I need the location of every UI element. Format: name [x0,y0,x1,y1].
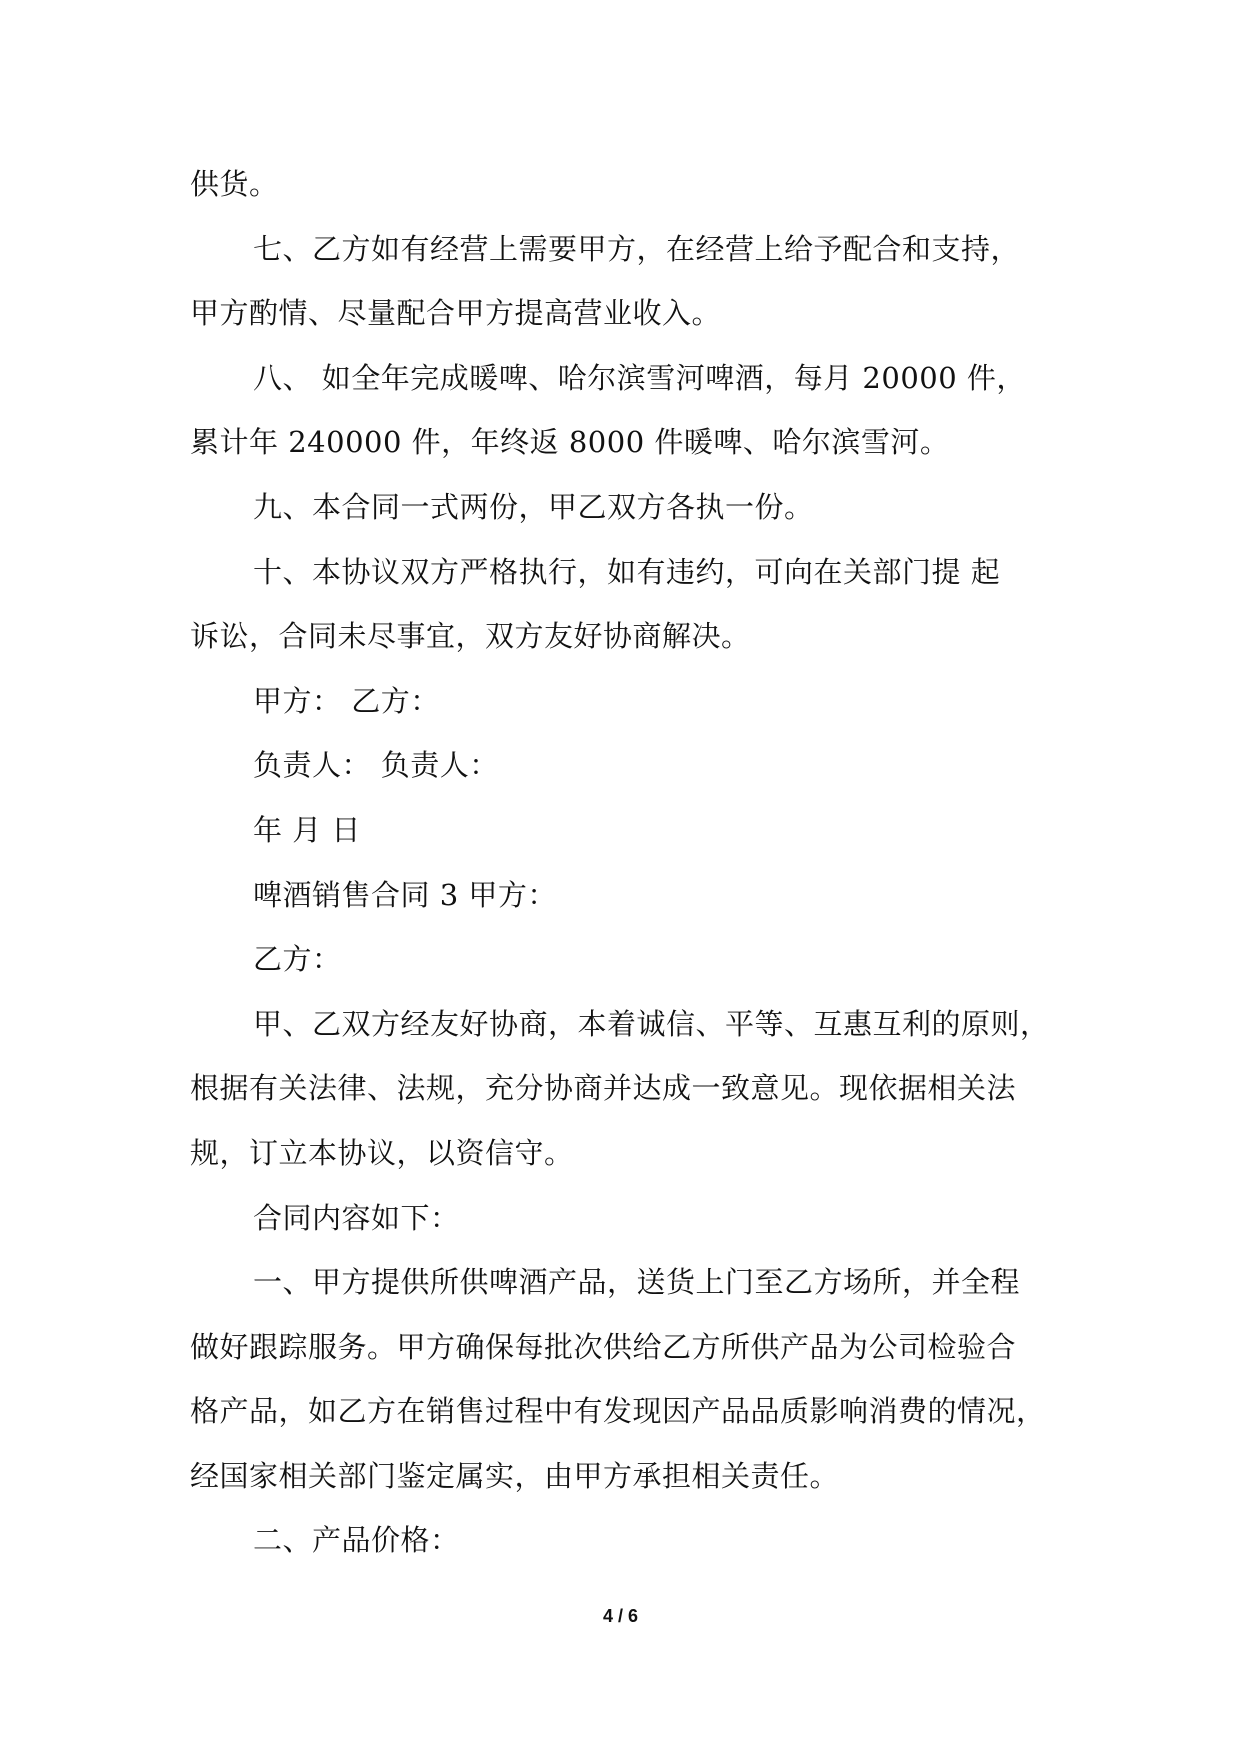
clause-2: 二、产品价格： [253,1523,460,1558]
contents-heading: 合同内容如下： [253,1200,460,1235]
responsible-person-line: 负责人： 负责人： [253,748,499,783]
text-line: 格产品，如乙方在销售过程中有发现因产品品质影响消费的情况， [190,1394,1046,1429]
preamble-line: 甲、乙双方经友好协商，本着诚信、平等、互惠互利的原则， [253,1006,1050,1041]
page-number: 4 / 6 [602,1606,639,1626]
clause-8: 八、 如全年完成暖啤、哈尔滨雪河啤酒，每月 20000 件， [253,360,1026,395]
clause-10: 十、本协议双方严格执行，如有违约，可向在关部门提 起 [253,554,1001,589]
text-line: 供货。 [190,167,279,201]
party-signature-line: 甲方： 乙方： [253,683,440,718]
text-line: 规，订立本协议，以资信守。 [190,1135,574,1170]
clause-7: 七、乙方如有经营上需要甲方，在经营上给予配合和支持， [253,231,1021,266]
clause-1: 一、甲方提供所供啤酒产品，送货上门至乙方场所，并全程 [253,1265,1021,1300]
text-line: 根据有关法律、法规，充分协商并达成一致意见。现依据相关法 [190,1071,1017,1106]
text-line: 经国家相关部门鉴定属实，由甲方承担相关责任。 [190,1458,840,1493]
text-line: 甲方酌情、尽量配合甲方提高营业收入。 [190,296,722,331]
contract-title-line: 啤酒销售合同 3 甲方： [253,877,557,912]
document-body [190,152,1070,1573]
clause-9: 九、本合同一式两份，甲乙双方各执一份。 [253,489,814,524]
text-line: 诉讼，合同未尽事宜，双方友好协商解决。 [190,619,751,654]
text-line: 累计年 240000 件，年终返 8000 件暖啤、哈尔滨雪河。 [190,425,950,460]
date-line: 年 月 日 [253,812,361,847]
text-line: 做好跟踪服务。甲方确保每批次供给乙方所供产品为公司检验合 [190,1329,1017,1364]
party-b-line: 乙方： [253,942,342,977]
